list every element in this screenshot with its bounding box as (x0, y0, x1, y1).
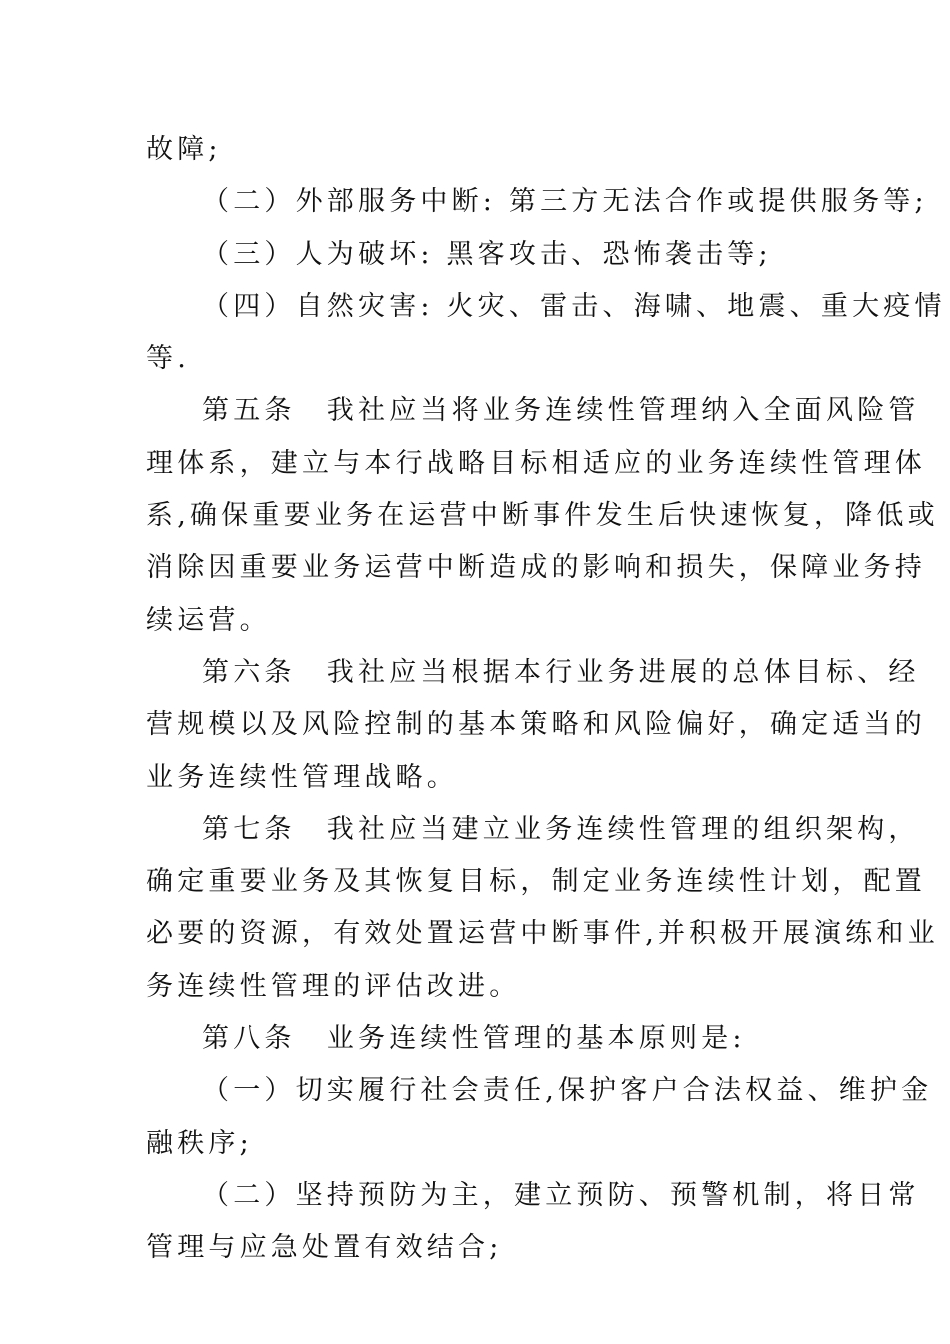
text-line: 续运营。 (146, 604, 271, 636)
text-line: 第七条 我社应当建立业务连续性管理的组织架构， (202, 813, 920, 845)
text-line: 消除因重要业务运营中断造成的影响和损失，保障业务持 (146, 552, 926, 584)
text-line: 必要的资源，有效处置运营中断事件,并积极开展演练和业 (146, 918, 939, 950)
text-line: （三）人为破坏: 黑客攻击、恐怖袭击等; (202, 238, 772, 270)
text-line: 营规模以及风险控制的基本策略和风险偏好，确定适当的 (146, 709, 926, 741)
text-line: （四）自然灾害: 火灾、雷击、海啸、地震、重大疫情 (202, 290, 946, 322)
text-line: 务连续性管理的评估改进。 (146, 970, 521, 1002)
text-line: 管理与应急处置有效结合; (146, 1232, 503, 1264)
text-line: 第六条 我社应当根据本行业务进展的总体目标、经 (202, 656, 920, 688)
text-line: 故障; (146, 134, 222, 165)
document-body (146, 124, 946, 1275)
text-line: 等. (146, 343, 190, 375)
text-line: 确定重要业务及其恢复目标，制定业务连续性计划，配置 (146, 866, 926, 898)
text-line: （一）切实履行社会责任,保护客户合法权益、维护金 (202, 1075, 933, 1107)
text-line: 业务连续性管理战略。 (146, 761, 458, 793)
text-line: （二）坚持预防为主，建立预防、预警机制，将日常 (202, 1179, 920, 1211)
text-line: 第五条 我社应当将业务连续性管理纳入全面风险管 (202, 395, 920, 427)
text-line: 系,确保重要业务在运营中断事件发生后快速恢复，降低或 (146, 500, 939, 532)
text-line: 第八条 业务连续性管理的基本原则是: (202, 1023, 746, 1055)
text-line: 融秩序; (146, 1127, 253, 1159)
text-line: （二）外部服务中断: 第三方无法合作或提供服务等; (202, 186, 928, 218)
text-line: 理体系，建立与本行战略目标相适应的业务连续性管理体 (146, 447, 926, 479)
